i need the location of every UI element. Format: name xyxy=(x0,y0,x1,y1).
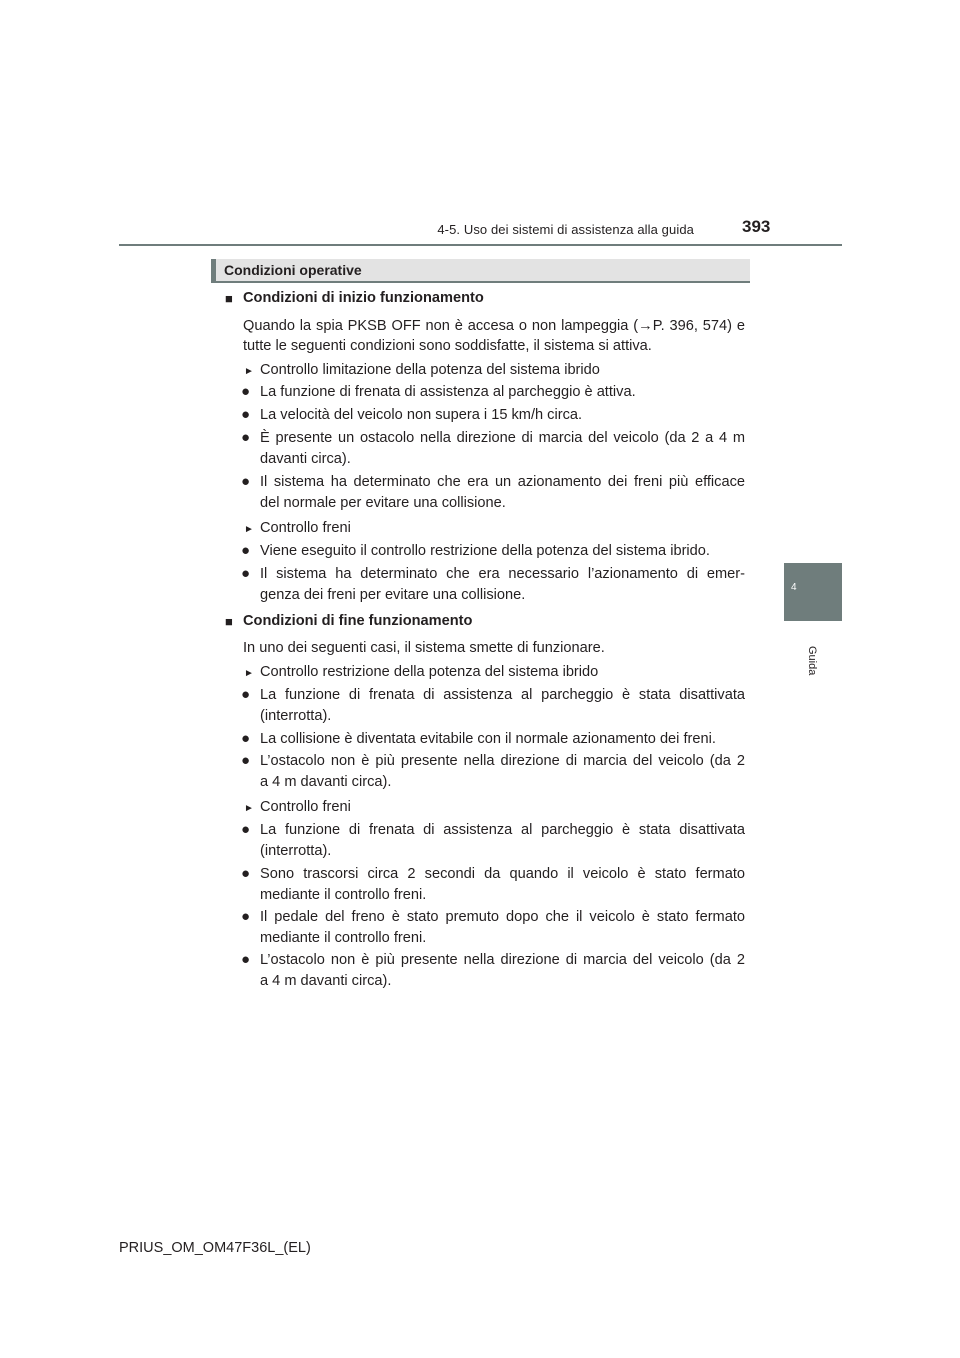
triangle-bullet-icon: ► xyxy=(244,524,254,535)
start-g1-item-1: La funzione di frenata di assistenza al parcheggio è attiva. xyxy=(260,384,636,400)
chapter-title: Guida xyxy=(806,646,818,676)
end-g2-item-3-line-2: mediante il controllo freni. xyxy=(260,930,427,946)
start-g2-item-2-line-2: genza dei freni per evitare una collisione. xyxy=(260,587,526,603)
bullet-icon: ● xyxy=(241,473,251,490)
bullet-icon: ● xyxy=(241,383,251,400)
start-intro-line-1: Quando la spia PKSB OFF non è accesa o non lampeggia (→P. 396, 574) e xyxy=(243,318,745,334)
triangle-bullet-icon: ► xyxy=(244,668,254,679)
end-g2-item-2-line-2: mediante il controllo freni. xyxy=(260,887,427,903)
end-g1-item-1-line-2: (interrotta). xyxy=(260,708,332,724)
bullet-icon: ● xyxy=(241,951,251,968)
end-intro: In uno dei seguenti casi, il sistema smette di funzionare. xyxy=(243,640,605,656)
start-g2-item-1: Viene eseguito il controllo restrizione della potenza del sistema ibrido. xyxy=(260,543,710,559)
end-group1-title: Controllo restrizione della potenza del sistema ibrido xyxy=(260,664,599,680)
bullet-icon: ● xyxy=(241,821,251,838)
end-heading: Condizioni di fine funzionamento xyxy=(243,613,473,629)
bullet-icon: ● xyxy=(241,542,251,559)
end-g1-item-1-line-1: La funzione di frenata di assistenza al parcheggio è stata disattivata xyxy=(260,687,745,703)
end-g2-item-1-line-1: La funzione di frenata di assistenza al parcheggio è stata disattivata xyxy=(260,822,745,838)
chapter-number: 4 xyxy=(791,582,797,593)
end-group2-title: Controllo freni xyxy=(260,799,351,815)
bullet-icon: ● xyxy=(241,429,251,446)
start-g1-item-4-line-1: Il sistema ha determinato che era un azionamento dei freni più efficace xyxy=(260,474,745,490)
bullet-icon: ● xyxy=(241,865,251,882)
triangle-bullet-icon: ► xyxy=(244,803,254,814)
start-g1-item-4-line-2: del normale per evitare una collisione. xyxy=(260,495,506,511)
start-g1-item-3-line-2: davanti circa). xyxy=(260,451,351,467)
end-g2-item-4-line-2: a 4 m davanti circa). xyxy=(260,973,392,989)
section-title: Condizioni operative xyxy=(224,262,362,278)
square-bullet-icon: ■ xyxy=(225,614,233,629)
start-g1-item-3-line-1: È presente un ostacolo nella direzione di marcia del veicolo (da 2 a 4 m xyxy=(260,430,745,446)
start-intro-line-2: tutte le seguenti condizioni sono soddisfatte, il sistema si attiva. xyxy=(243,338,652,354)
end-g2-item-4-line-1: L’ostacolo non è più presente nella direzione di marcia del veicolo (da 2 xyxy=(260,952,745,968)
end-g2-item-2-line-1: Sono trascorsi circa 2 secondi da quando il veicolo è stato fermato xyxy=(260,866,745,882)
section-header xyxy=(211,259,750,283)
running-header: 4-5. Uso dei sistemi di assistenza alla guida xyxy=(437,222,694,237)
start-group2-title: Controllo freni xyxy=(260,520,351,536)
end-g2-item-3-line-1: Il pedale del freno è stato premuto dopo che il veicolo è stato fermato xyxy=(260,909,745,925)
start-g2-item-2-line-1: Il sistema ha determinato che era necessario l’azionamento di emer- xyxy=(260,566,745,582)
bullet-icon: ● xyxy=(241,752,251,769)
end-g1-item-3-line-1: L’ostacolo non è più presente nella direzione di marcia del veicolo (da 2 xyxy=(260,753,745,769)
start-heading: Condizioni di inizio funzionamento xyxy=(243,290,484,306)
end-g1-item-3-line-2: a 4 m davanti circa). xyxy=(260,774,392,790)
start-group1-title: Controllo limitazione della potenza del sistema ibrido xyxy=(260,362,600,378)
chapter-tab xyxy=(784,563,842,621)
end-g1-item-2: La collisione è diventata evitabile con il normale azionamento dei freni. xyxy=(260,731,716,747)
page-number: 393 xyxy=(742,217,771,236)
end-g2-item-1-line-2: (interrotta). xyxy=(260,843,332,859)
bullet-icon: ● xyxy=(241,406,251,423)
bullet-icon: ● xyxy=(241,565,251,582)
bullet-icon: ● xyxy=(241,730,251,747)
footer-doc-code: PRIUS_OM_OM47F36L_(EL) xyxy=(119,1240,311,1256)
triangle-bullet-icon: ► xyxy=(244,366,254,377)
bullet-icon: ● xyxy=(241,908,251,925)
start-g1-item-2: La velocità del veicolo non supera i 15 km/h circa. xyxy=(260,407,583,423)
section-header-accent xyxy=(211,259,216,281)
header-divider xyxy=(119,244,842,246)
square-bullet-icon: ■ xyxy=(225,291,233,306)
bullet-icon: ● xyxy=(241,686,251,703)
